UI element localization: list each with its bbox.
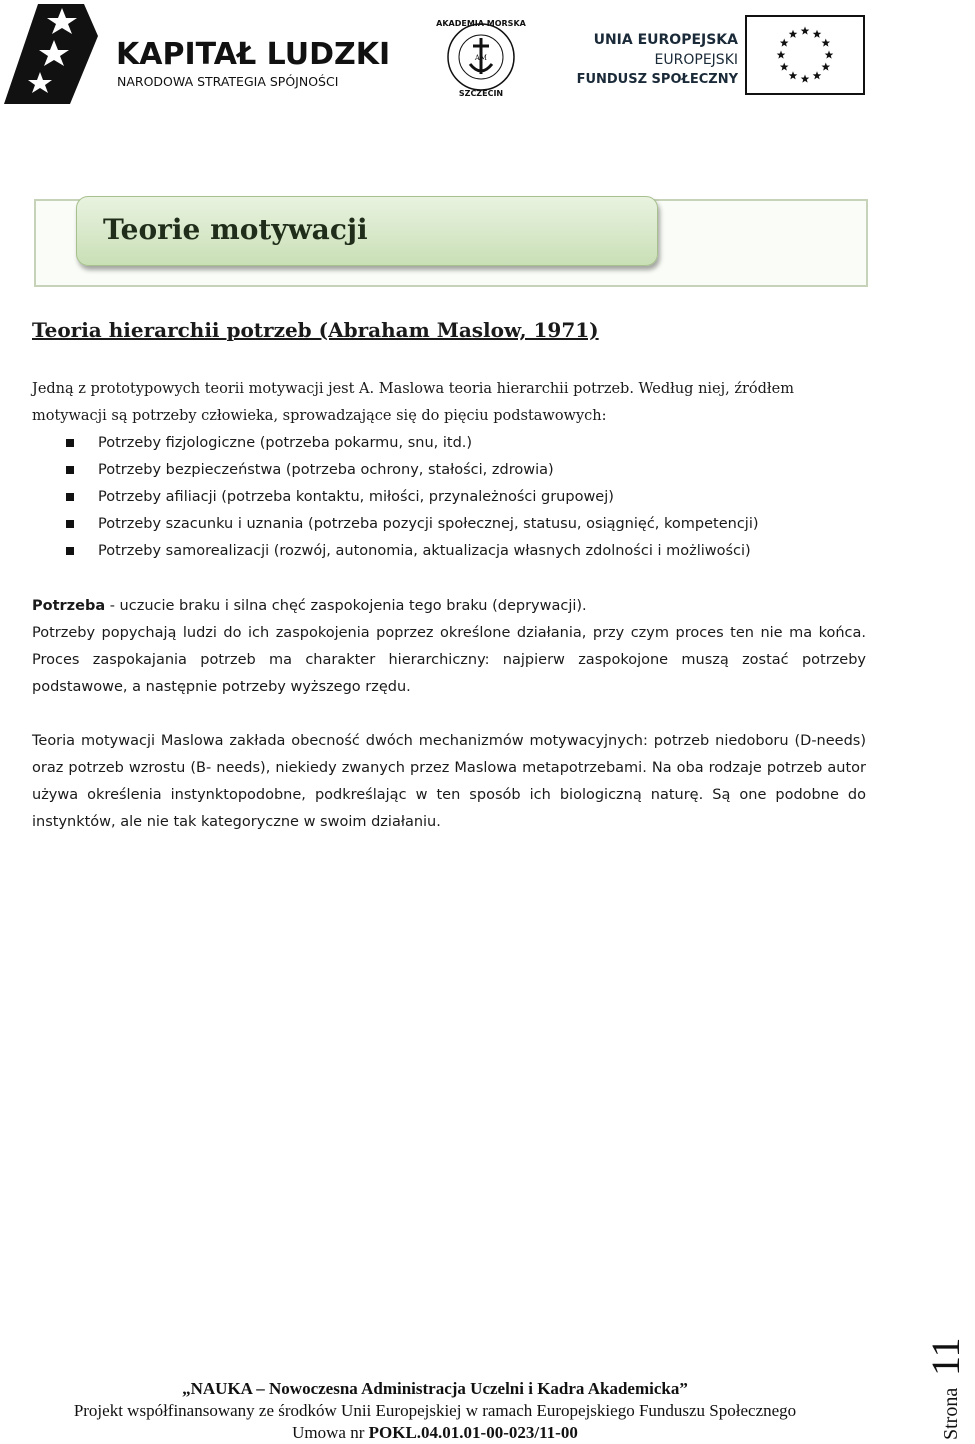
definition-term: Potrzeba — [32, 598, 106, 614]
kapital-subtitle: NARODOWA STRATEGIA SPÓJNOŚCI — [117, 74, 339, 89]
section-title-banner — [76, 196, 658, 266]
ue-line-3: FUNDUSZ SPOŁECZNY — [576, 72, 738, 87]
page-number — [895, 1320, 975, 1440]
footer-cofinance: Projekt współfinansowany ze środków Unii Europejskiej w ramach Europejskiego Funduszu Społecznego — [73, 1401, 797, 1420]
footer-agreement-number: POKL.04.01.01-00-023/11-00 — [368, 1423, 578, 1442]
akademia-bottom-text: SZCZECIN — [458, 89, 504, 98]
section-title: Teorie motywacji — [103, 213, 368, 246]
akademia-top-text: AKADEMIA MORSKA — [436, 19, 526, 28]
page-number-value: 11 — [923, 1337, 968, 1376]
page-footer — [0, 1378, 870, 1444]
paragraph-3: Teoria motywacji Maslowa zakłada obecność dwóch mechanizmów motywacyjnych: potrzeb niedoboru (D-needs) oraz potrzeb wzrostu (B- needs), niekiedy zwanych przez Maslowa metapotrzebami. Na oba rodzaje potrzeb autor używa określenia instynktopodobne, podkreślając w ten sposób ich biologiczną naturę. Są one podobne do instynktów, ale nie tak kategoryczne w swoim działaniu. — [32, 733, 866, 830]
intro-paragraph: Jedną z prototypowych teorii motywacji jest A. Maslowa teoria hierarchii potrzeb. Według niej, źródłem motywacji są potrzeby człowieka, sprowadzające się do pięciu podstawowych: — [32, 381, 794, 424]
ue-line-1: UNIA EUROPEJSKA — [593, 32, 738, 48]
paragraph-2: Potrzeby popychają ludzi do ich zaspokojenia poprzez określone działania, przy czym proces ten nie ma końca. Proces zaspokajania potrzeb ma charakter hierarchiczny: najpierw zaspokojone muszą zostać potrzeby podstawowe, a następnie potrzeby wyższego rzędu. — [32, 625, 866, 695]
page-heading: Teoria hierarchii potrzeb (Abraham Maslow, 1971) — [32, 318, 599, 342]
list-item: Potrzeby fizjologiczne (potrzeba pokarmu, snu, itd.) — [66, 430, 866, 457]
definition-paragraph — [32, 593, 866, 620]
ue-line-2: EUROPEJSKI — [654, 52, 738, 68]
kapital-ludzki-logo — [0, 0, 400, 112]
main-content — [32, 318, 866, 836]
list-item: Potrzeby szacunku i uznania (potrzeba pozycji społecznej, statusu, osiągnięć, kompetencji) — [66, 511, 866, 538]
list-item: Potrzeby bezpieczeństwa (potrzeba ochrony, stałości, zdrowia) — [66, 457, 866, 484]
page-label: Strona — [940, 1387, 962, 1440]
footer-project-name: „NAUKA – Nowoczesna Administracja Uczelni i Kadra Akademicka” — [182, 1379, 688, 1398]
eu-flag-icon — [745, 15, 865, 95]
akademia-morska-logo — [436, 14, 526, 100]
definition-text: - uczucie braku i silna chęć zaspokojenia tego braku (deprywacji). — [105, 598, 587, 614]
footer-agreement — [0, 1422, 870, 1444]
list-item: Potrzeby afiliacji (potrzeba kontaktu, miłości, przynależności grupowej) — [66, 484, 866, 511]
footer-agreement-prefix: Umowa nr — [292, 1423, 369, 1442]
akademia-monogram: AM — [474, 54, 488, 62]
list-item: Potrzeby samorealizacji (rozwój, autonomia, aktualizacja własnych zdolności i możliwości) — [66, 538, 866, 565]
needs-list — [32, 430, 866, 565]
kapital-title: KAPITAŁ LUDZKI — [116, 37, 391, 72]
ue-logo-text — [568, 30, 738, 90]
